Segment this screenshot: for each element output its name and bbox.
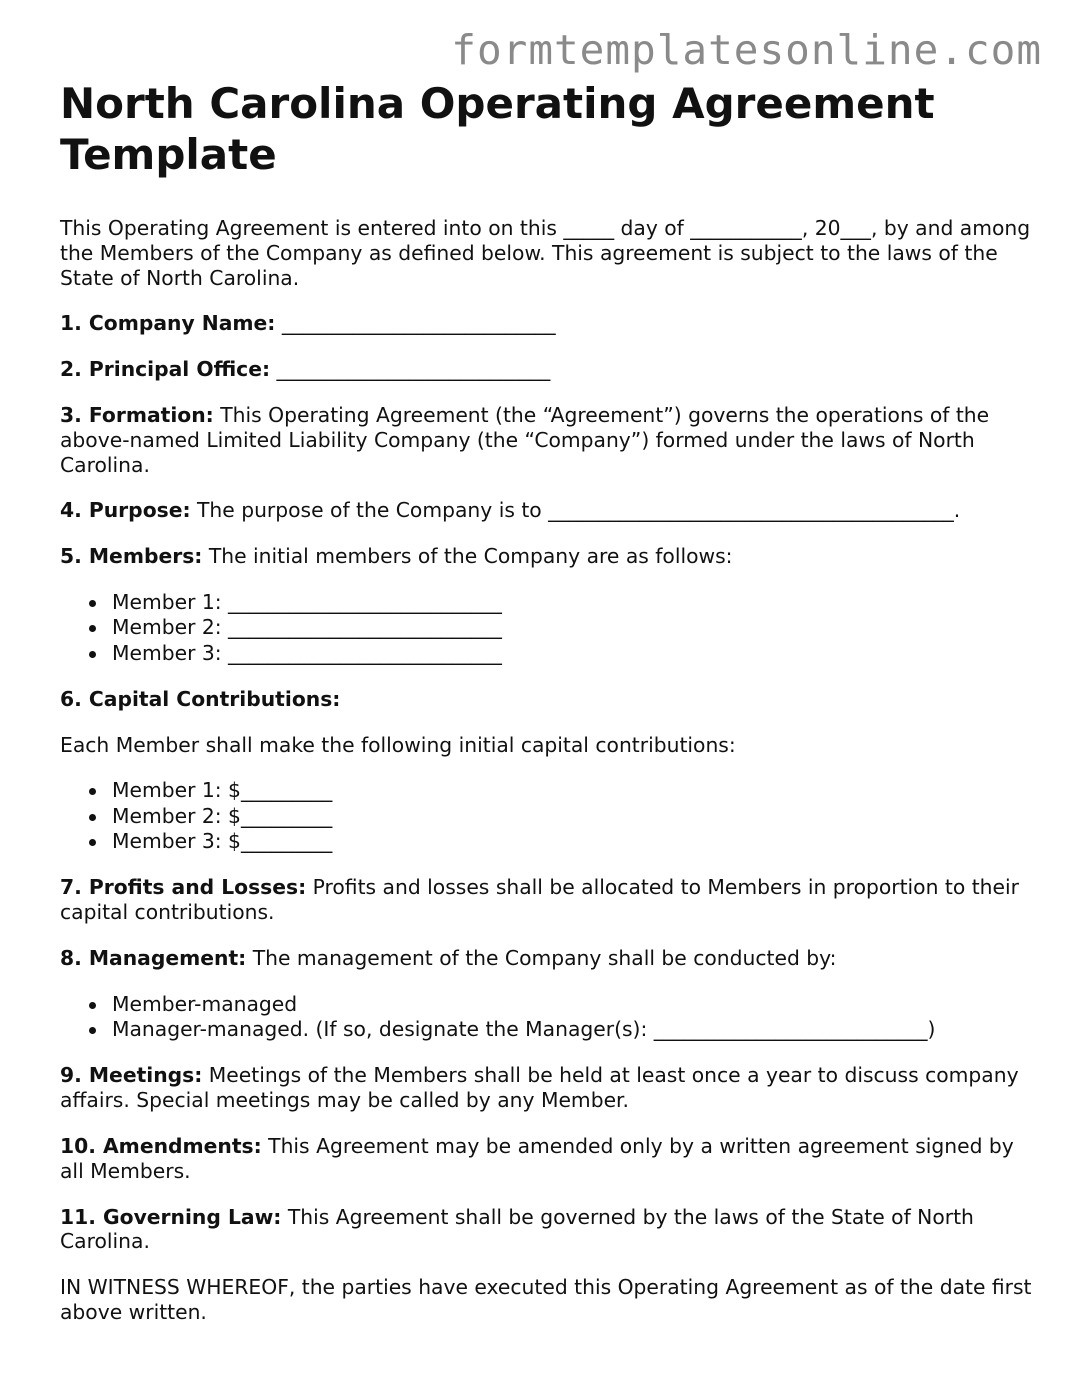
- document-body: [60, 78, 1035, 1325]
- list-item: Member 2: $_________: [112, 804, 1035, 829]
- section-capital-text: Each Member shall make the following initial capital contributions:: [60, 732, 736, 757]
- section-profits: [60, 875, 1035, 925]
- closing-paragraph: IN WITNESS WHEREOF, the parties have executed this Operating Agreement as of the date first above written.: [60, 1275, 1032, 1324]
- section-text: Meetings of the Members shall be held at least once a year to discuss company affairs. Special meetings may be called by any Member.: [60, 1063, 1019, 1113]
- section-amendments: [60, 1134, 1035, 1184]
- section-label: 11. Governing Law:: [60, 1204, 282, 1229]
- document-title: North Carolina Operating Agreement Template: [60, 79, 935, 179]
- section-text: The management of the Company shall be conducted by:: [246, 945, 837, 970]
- section-text: This Operating Agreement (the “Agreement”) governs the operations of the above-named Limited Liability Company (the “Company”) formed under the laws of North Carolina.: [60, 402, 990, 477]
- section-label: 10. Amendments:: [60, 1133, 262, 1158]
- section-label: 5. Members:: [60, 544, 203, 569]
- section-members: [60, 544, 1035, 569]
- watermark: formtemplatesonline.com: [451, 26, 1042, 74]
- section-label: 1. Company Name:: [60, 311, 276, 336]
- section-text: This Agreement shall be governed by the laws of the State of North Carolina.: [60, 1204, 974, 1254]
- list-item: Member 2: ___________________________: [112, 615, 1035, 640]
- list-item: Manager-managed. (If so, designate the Manager(s): ___________________________): [112, 1017, 1035, 1042]
- list-item: Member 1: $_________: [112, 778, 1035, 803]
- list-item: Member 3: ___________________________: [112, 641, 1035, 666]
- list-item: Member 1: ___________________________: [112, 590, 1035, 615]
- section-purpose: [60, 498, 1035, 523]
- section-governing-law: [60, 1205, 1035, 1255]
- section-text: This Agreement may be amended only by a written agreement signed by all Members.: [60, 1133, 1014, 1183]
- section-text: The initial members of the Company are as follows:: [202, 544, 733, 569]
- list-item: Member-managed: [112, 992, 1035, 1017]
- section-text: The purpose of the Company is to ________________________________________.: [190, 498, 961, 523]
- section-capital-heading: [60, 687, 1035, 712]
- section-label: 2. Principal Office:: [60, 357, 271, 382]
- section-formation: [60, 403, 1035, 477]
- section-company-name: [60, 311, 1035, 336]
- section-label: 4. Purpose:: [60, 498, 191, 523]
- section-management: [60, 946, 1035, 971]
- intro-paragraph: This Operating Agreement is entered into on this _____ day of ___________, 20___, by and among the Members of the Company as defined below. This agreement is subject to the laws of the State of North Carolina.: [60, 216, 1031, 290]
- management-list: [60, 992, 1035, 1043]
- section-label: 7. Profits and Losses:: [60, 875, 307, 900]
- section-principal-office: [60, 357, 1035, 382]
- principal-office-blank: ___________________________: [270, 357, 551, 382]
- section-label: 3. Formation:: [60, 402, 214, 427]
- list-item: Member 3: $_________: [112, 829, 1035, 854]
- section-label: 8. Management:: [60, 945, 247, 970]
- section-label: 6. Capital Contributions:: [60, 686, 341, 711]
- company-name-blank: ___________________________: [275, 311, 556, 336]
- section-text: Profits and losses shall be allocated to Members in proportion to their capital contributions.: [60, 875, 1019, 925]
- capital-list: [60, 778, 1035, 854]
- members-list: [60, 590, 1035, 666]
- section-label: 9. Meetings:: [60, 1063, 203, 1088]
- section-meetings: [60, 1063, 1035, 1113]
